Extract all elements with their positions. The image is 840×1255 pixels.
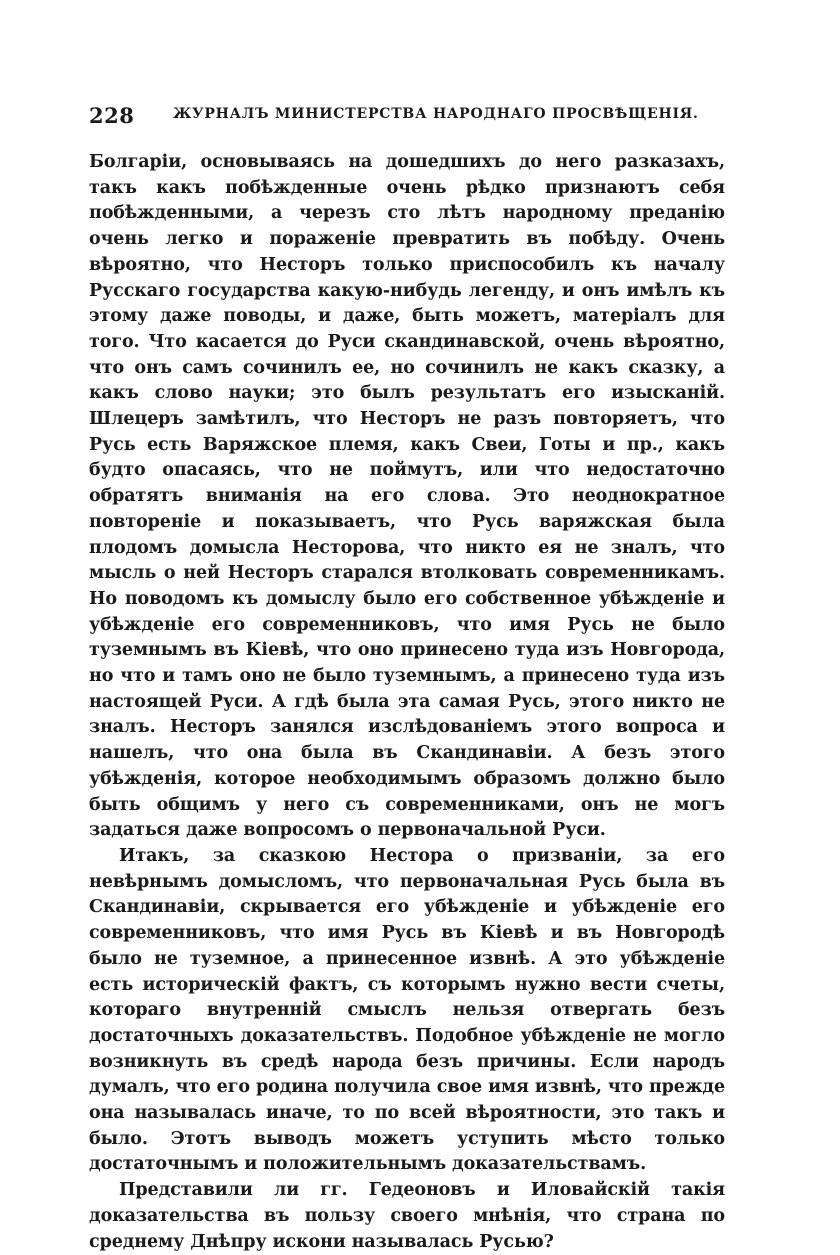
page-header — [89, 103, 739, 135]
running-title: ЖУРНАЛЪ МИНИСТЕРСТВА НАРОДНАГО ПРОСВѢЩЕНІЯ. — [173, 106, 699, 122]
paragraph: Представили ли гг. Гедеоновъ и Иловайскій такія доказательства въ пользу своего мнѣнія, что страна по среднему Днѣпру искони называлась Русью? — [89, 1180, 725, 1252]
body-text — [89, 150, 725, 1255]
paragraph: Итакъ, за сказкою Нестора о призваніи, за его невѣрнымъ домысломъ, что первоначальная Русь была въ Скандинавіи, скрывается его убѣжденіе и убѣжденіе его современниковъ, что имя Русь въ Кіевѣ и въ Новгородѣ было не туземное, а принесенное извнѣ. А это убѣжденіе есть историческій фактъ, съ которымъ нужно вести счеты, котораго внутренній смыслъ нельзя отвергать безъ достаточныхъ доказательствъ. Подобное убѣжденіе не могло возникнуть въ средѣ народа безъ причины. Если народъ думалъ, что его родина получила свое имя извнѣ, что прежде она называлась иначе, то по всей вѣроятности, это такъ и было. Этотъ выводъ можетъ уступить мѣсто только достаточнымъ и положительнымъ доказательствамъ. — [89, 845, 725, 1175]
paragraph: Болгаріи, основываясь на дошедшихъ до него разказахъ, такъ какъ побѣжденные очень рѣдко признаютъ себя побѣжденными, а черезъ сто лѣтъ народному преданію очень легко и пораженіе превратить въ побѣду. Очень вѣроятно, что Несторъ только приспособилъ къ началу Русскаго государства какую-нибудь легенду, и онъ имѣлъ къ этому даже поводы, и даже, быть можетъ, матеріалъ для того. Что касается до Руси скандинавской, очень вѣроятно, что онъ самъ сочинилъ ее, но сочинилъ не какъ сказку, а какъ слово науки; это былъ результатъ его изысканій. Шлецеръ замѣтилъ, что Несторъ не разъ повторяетъ, что Русь есть Варяжское племя, какъ Свеи, Готы и пр., какъ будто опасаясь, что не поймутъ, или что недостаточно обратятъ вниманія на его слова. Это неоднократное повтореніе и показываетъ, что Русь варяжская была плодомъ домысла Несторова, что никто ея не зналъ, что мысль о ней Несторъ старался втолковать современникамъ. Но поводомъ къ домыслу было его собственное убѣжденіе и убѣжденіе его современниковъ, что имя Русь не было туземнымъ въ Кіевѣ, что оно принесено туда изъ Новгорода, но что и тамъ оно не было туземнымъ, а принесено туда изъ настоящей Руси. А гдѣ была эта самая Русь, этого никто не зналъ. Несторъ занялся изслѣдованіемъ этого вопроса и нашелъ, что она была въ Скандинавіи. А безъ этого убѣжденія, которое необходимымъ образомъ должно было быть общимъ у него съ современниками, онъ не могъ задаться даже вопросомъ о первоначальной Руси. — [89, 152, 725, 841]
page-number: 228 — [89, 103, 135, 128]
